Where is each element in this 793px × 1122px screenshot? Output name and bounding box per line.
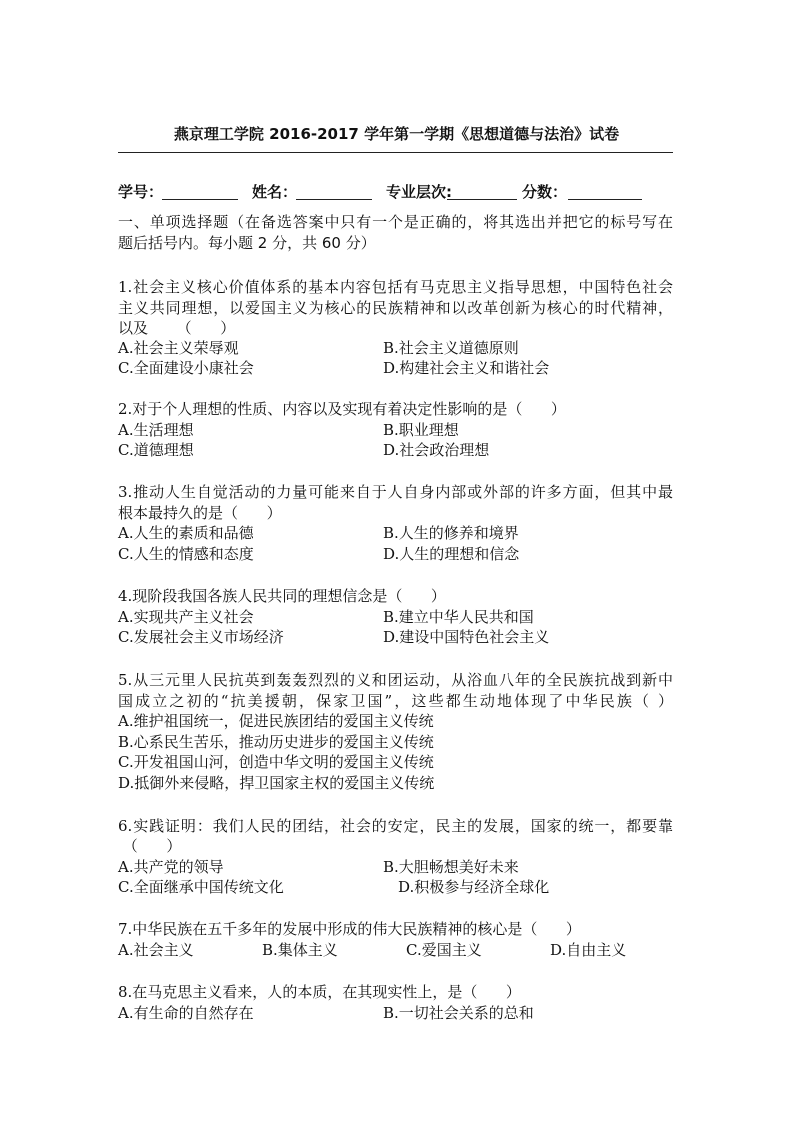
question-8-option-B: B.一切社会关系的总和	[383, 1004, 534, 1022]
section-heading-line: 一、单项选择题（在备选答案中只有一个是正确的，将其选出并把它的标号写在	[118, 213, 673, 231]
question-4-option-A: A.实现共产主义社会	[118, 608, 254, 626]
major-label: 专业层次:	[386, 183, 452, 201]
question-5-option-A: A.维护祖国统一，促进民族团结的爱国主义传统	[118, 712, 434, 730]
question-3-stem-line: 根本最持久的是（ ）	[118, 504, 282, 522]
question-5-stem-line: 国成立之初的“抗美援朝，保家卫国”，这些都生动地体现了中华民族（ ）	[118, 692, 673, 710]
section-heading-line: 题后括号内。每小题 2 分，共 60 分）	[118, 234, 376, 252]
question-2-option-B: B.职业理想	[383, 421, 459, 439]
question-7-option-D: D.自由主义	[550, 941, 627, 959]
question-7-option-C: C.爱国主义	[406, 941, 482, 959]
student-id-blank	[162, 199, 238, 200]
question-1-stem-line: 主义共同理想，以爱国主义为核心的民族精神和以改革创新为核心的时代精神，	[118, 299, 673, 317]
question-1-option-B: B.社会主义道德原则	[383, 339, 519, 357]
question-3-option-D: D.人生的理想和信念	[383, 545, 520, 563]
question-1-option-D: D.构建社会主义和谐社会	[383, 359, 550, 377]
name-label: 姓名：	[252, 183, 298, 201]
question-2-option-A: A.生活理想	[118, 421, 194, 439]
question-1-option-C: C.全面建设小康社会	[118, 359, 254, 377]
question-7-option-A: A.社会主义	[118, 941, 194, 959]
question-5-option-B: B.心系民生苦乐，推动历史进步的爱国主义传统	[118, 733, 434, 751]
question-5-option-C: C.开发祖国山河，创造中华文明的爱国主义传统	[118, 753, 434, 771]
question-4-stem-line: 4.现阶段我国各族人民共同的理想信念是（ ）	[118, 587, 446, 605]
question-6-stem-line: （ ）	[118, 837, 182, 855]
question-3-option-A: A.人生的素质和品德	[118, 524, 254, 542]
question-1-stem-line: 以及 （ ）	[118, 319, 236, 337]
score-label: 分数：	[522, 183, 568, 201]
score-blank	[568, 199, 642, 200]
question-2-stem-line: 2.对于个人理想的性质、内容以及实现有着决定性影响的是（ ）	[118, 400, 566, 418]
title-divider	[118, 152, 673, 153]
question-1-option-A: A.社会主义荣辱观	[118, 339, 239, 357]
question-6-option-C: C.全面继承中国传统文化	[118, 878, 284, 896]
major-blank	[447, 199, 517, 200]
question-5-option-D: D.抵御外来侵略，捍卫国家主权的爱国主义传统	[118, 774, 435, 792]
question-6-stem-line: 6.实践证明：我们人民的团结，社会的安定，民主的发展，国家的统一，都要靠	[118, 817, 673, 835]
question-3-option-B: B.人生的修养和境界	[383, 524, 519, 542]
question-3-stem-line: 3.推动人生自觉活动的力量可能来自于人自身内部或外部的许多方面，但其中最	[118, 483, 673, 501]
question-7-option-B: B.集体主义	[262, 941, 338, 959]
question-4-option-C: C.发展社会主义市场经济	[118, 628, 284, 646]
question-6-option-B: B.大胆畅想美好未来	[383, 858, 519, 876]
exam-title: 燕京理工学院 2016-2017 学年第一学期《思想道德与法治》试卷	[173, 125, 620, 143]
student-id-label: 学号：	[118, 183, 164, 201]
question-7-stem-line: 7.中华民族在五千多年的发展中形成的伟大民族精神的核心是（ ）	[118, 920, 581, 938]
question-2-option-D: D.社会政治理想	[383, 441, 490, 459]
question-6-option-A: A.共产党的领导	[118, 858, 224, 876]
question-6-option-D: D.积极参与经济全球化	[398, 878, 550, 896]
question-3-option-C: C.人生的情感和态度	[118, 545, 254, 563]
question-5-stem-line: 5.从三元里人民抗英到轰轰烈烈的义和团运动，从浴血八年的全民族抗战到新中	[118, 671, 673, 689]
question-8-option-A: A.有生命的自然存在	[118, 1004, 254, 1022]
question-2-option-C: C.道德理想	[118, 441, 194, 459]
question-8-stem-line: 8.在马克思主义看来，人的本质，在其现实性上，是（ ）	[118, 983, 521, 1001]
question-4-option-D: D.建设中国特色社会主义	[383, 628, 550, 646]
question-1-stem-line: 1.社会主义核心价值体系的基本内容包括有马克思主义指导思想，中国特色社会	[118, 278, 673, 296]
question-4-option-B: B.建立中华人民共和国	[383, 608, 534, 626]
name-blank	[296, 199, 372, 200]
